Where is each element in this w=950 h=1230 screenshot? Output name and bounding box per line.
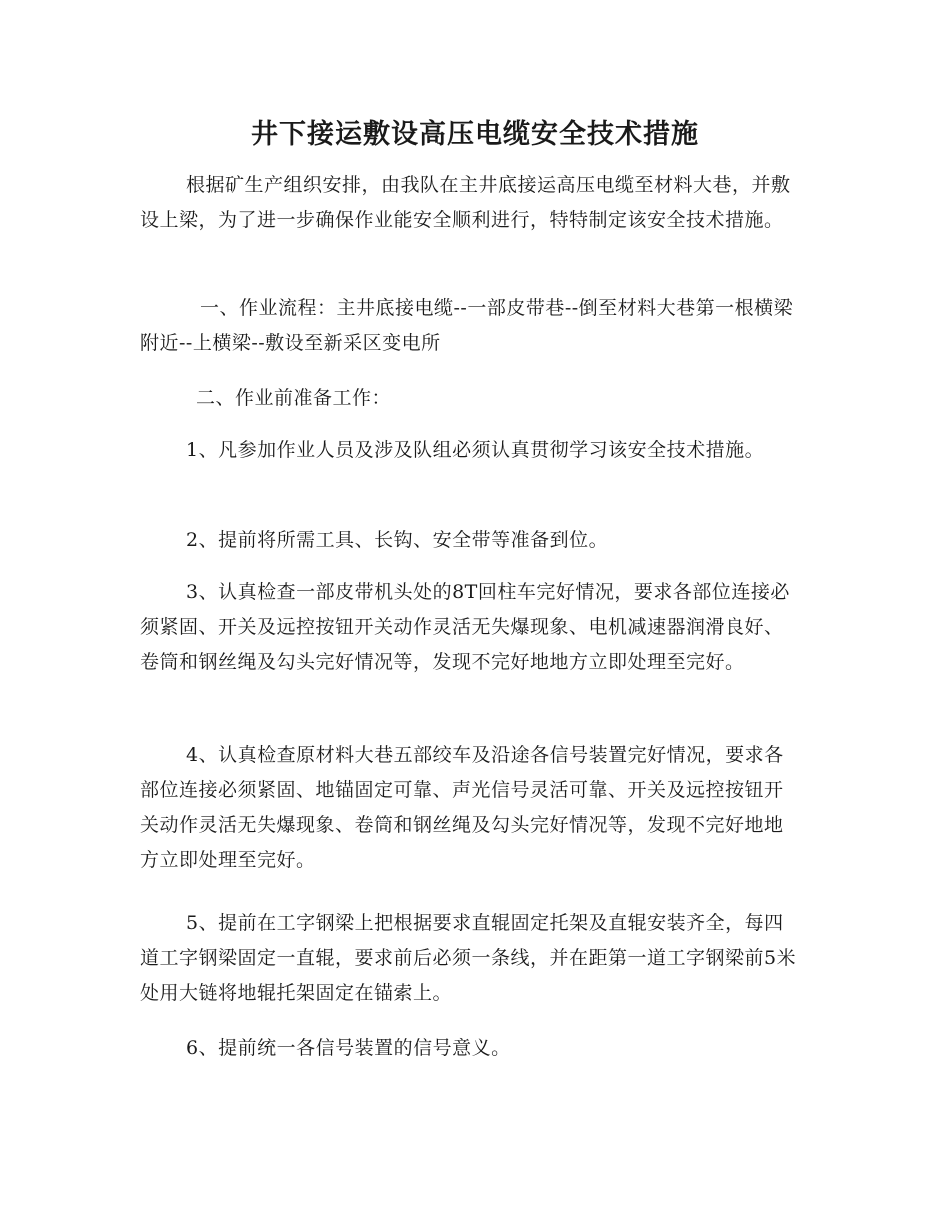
document-title: 井下接运敷设高压电缆安全技术措施 — [251, 119, 699, 150]
workflow-paragraph: 一、作业流程：主井底接电缆--一部皮带巷--倒至材料大巷第一根横梁附近--上横梁--敷设至新采区变电所 — [140, 297, 794, 354]
section-heading-preparation: 二、作业前准备工作： — [196, 387, 392, 409]
preparation-item-6: 6、提前统一各信号装置的信号意义。 — [186, 1037, 511, 1059]
intro-paragraph: 根据矿生产组织安排，由我队在主井底接运高压电缆至材料大巷，并敷设上梁，为了进一步确保作业能安全顺利进行，特特制定该安全技术措施。 — [140, 174, 791, 231]
preparation-item-3: 3、认真检查一部皮带机头处的8T回柱车完好情况，要求各部位连接必须紧固、开关及远控按钮开关动作灵活无失爆现象、电机减速器润滑良好、卷筒和钢丝绳及勾头完好情况等，发现不完好地地方立即处理至完好。 — [140, 581, 790, 673]
preparation-item-2: 2、提前将所需工具、长钩、安全带等准备到位。 — [186, 529, 609, 551]
preparation-item-5: 5、提前在工字钢梁上把根据要求直辊固定托架及直辊安装齐全，每四道工字钢梁固定一直辊，要求前后必须一条线，并在距第一道工字钢梁前5米处用大链将地辊托架固定在锚索上。 — [140, 912, 797, 1004]
preparation-item-4: 4、认真检查原材料大巷五部绞车及沿途各信号装置完好情况，要求各部位连接必须紧固、地锚固定可靠、声光信号灵活可靠、开关及远控按钮开关动作灵活无失爆现象、卷筒和钢丝绳及勾头完好情况等，发现不完好地地方立即处理至完好。 — [140, 744, 784, 871]
preparation-item-1: 1、凡参加作业人员及涉及队组必须认真贯彻学习该安全技术措施。 — [186, 439, 765, 461]
